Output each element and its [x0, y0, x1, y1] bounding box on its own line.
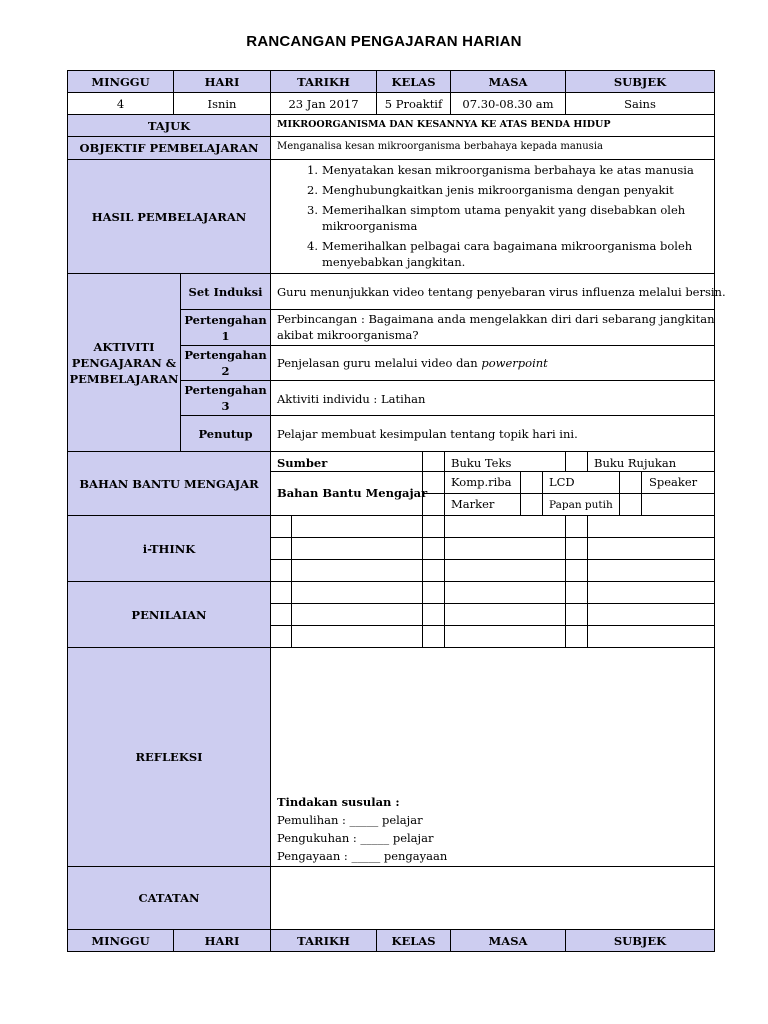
refleksi-tindakan: Tindakan susulan : — [277, 795, 400, 809]
bbm-speaker: Speaker — [649, 475, 698, 489]
footer-subjek: SUBJEK — [613, 933, 667, 948]
stage-pertengahan-2: Pertengahan 2 — [184, 348, 267, 378]
stage-pertengahan-3: Pertengahan 3 — [184, 383, 267, 413]
bbm-papan-putih: Papan putih — [549, 499, 613, 511]
value-kelas: 5 Proaktif — [384, 96, 443, 111]
bbm-buku-teks: Buku Teks — [451, 456, 512, 470]
value-minggu: 4 — [116, 96, 125, 111]
refleksi-label: REFLEKSI — [135, 750, 203, 764]
bbm-sumber: Sumber — [277, 456, 328, 470]
header-minggu: MINGGU — [91, 74, 150, 89]
header-hari: HARI — [204, 74, 240, 89]
header-kelas: KELAS — [391, 74, 436, 89]
activity-text-pertengahan-1: Perbincangan : Bagaimana anda mengelakkan diri dari sebarang jangkitan akibat mikroorganisma? — [277, 312, 715, 342]
hasil-label: HASIL PEMBELAJARAN — [91, 209, 247, 224]
refleksi-pemulihan: Pemulihan : _____ pelajar — [277, 813, 423, 827]
bbm-komp-riba: Komp.riba — [451, 475, 512, 489]
catatan-label: CATATAN — [138, 891, 200, 905]
value-hari: Isnin — [207, 96, 237, 111]
footer-masa: MASA — [488, 933, 528, 948]
bbm-buku-rujukan: Buku Rujukan — [594, 456, 677, 470]
tajuk-label: TAJUK — [147, 118, 191, 133]
footer-kelas: KELAS — [391, 933, 436, 948]
bbm-marker: Marker — [451, 497, 495, 511]
stage-set-induksi: Set Induksi — [188, 284, 263, 299]
header-subjek: SUBJEK — [613, 74, 667, 89]
value-masa: 07.30-08.30 am — [462, 96, 554, 111]
aktiviti-label: AKTIVITI PENGAJARAN & PEMBELAJARAN — [69, 339, 179, 386]
activity-text-pertengahan-2: Penjelasan guru melalui video dan powerpoint — [277, 356, 548, 370]
bbm-label: BAHAN BANTU MENGAJAR — [79, 476, 259, 491]
hasil-item: 4. Memerihalkan pelbagai cara bagaimana mikroorganisma boleh menyebabkan jangkitan. — [307, 239, 693, 269]
activity-text-penutup: Pelajar membuat kesimpulan tentang topik hari ini. — [277, 427, 578, 441]
bbm-bahan: Bahan Bantu Mengajar — [277, 486, 428, 500]
bbm-lcd: LCD — [549, 475, 575, 489]
header-tarikh: TARIKH — [297, 74, 350, 89]
refleksi-pengukuhan: Pengukuhan : _____ pelajar — [277, 831, 434, 845]
penilaian-label: PENILAIAN — [131, 607, 207, 622]
page-title: RANCANGAN PENGAJARAN HARIAN — [246, 33, 522, 50]
header-masa: MASA — [488, 74, 528, 89]
stage-penutup: Penutup — [198, 426, 253, 441]
objektif-label: OBJEKTIF PEMBELAJARAN — [79, 141, 259, 155]
hasil-item: 1. Menyatakan kesan mikroorganisma berbahaya ke atas manusia — [307, 163, 694, 177]
value-tarikh: 23 Jan 2017 — [288, 96, 359, 111]
hasil-item: 2. Menghubungkaitkan jenis mikroorganisma dengan penyakit — [307, 183, 674, 197]
objektif-value: Menganalisa kesan mikroorganisma berbahaya kepada manusia — [277, 141, 603, 152]
ithink-label: i-THINK — [142, 541, 196, 556]
hasil-list — [298, 162, 694, 274]
footer-hari: HARI — [204, 933, 240, 948]
refleksi-pengayaan: Pengayaan : _____ pengayaan — [277, 849, 448, 863]
value-subjek: Sains — [624, 96, 656, 111]
footer-tarikh: TARIKH — [297, 933, 350, 948]
hasil-item: 3. Memerihalkan simptom utama penyakit yang disebabkan oleh mikroorganisma — [307, 203, 686, 233]
footer-minggu: MINGGU — [91, 933, 150, 948]
tajuk-value: MIKROORGANISMA DAN KESANNYA KE ATAS BENDA HIDUP — [277, 119, 611, 130]
stage-pertengahan-1: Pertengahan 1 — [184, 312, 267, 343]
activity-text-set-induksi: Guru menunjukkan video tentang penyebaran virus influenza melalui bersin. — [277, 285, 726, 299]
activity-text-pertengahan-3: Aktiviti individu : Latihan — [277, 392, 426, 406]
